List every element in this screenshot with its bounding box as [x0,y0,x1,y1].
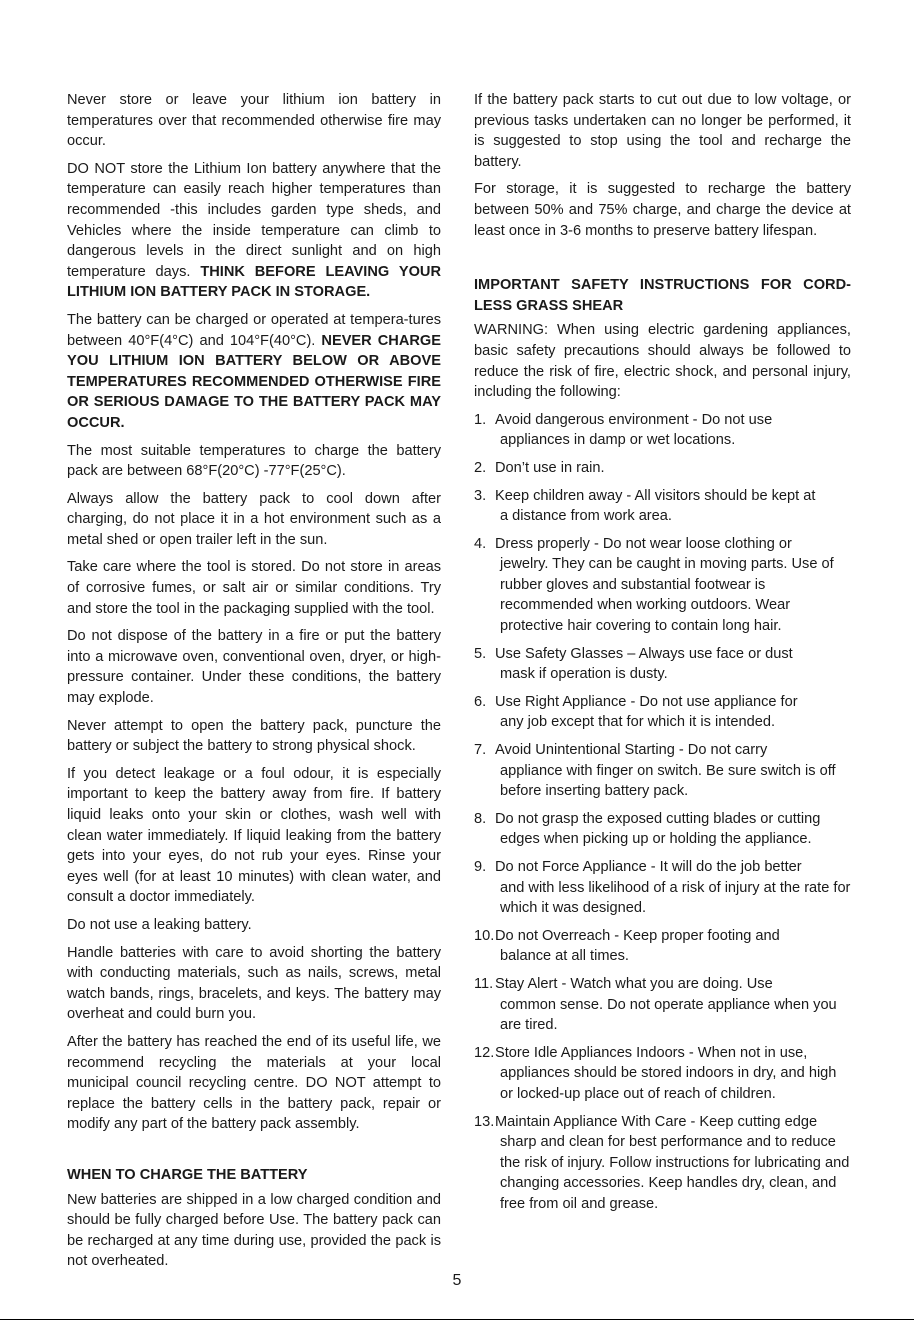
list-item-text [495,974,851,1036]
bottom-rule [0,1319,914,1320]
list-item-number: 5. [474,645,487,662]
list-item-continuation: balance at all times. [500,948,629,965]
list-item-continuation: any job except that for which it is intended. [500,714,776,731]
list-item-continuation: edges when picking up or holding the appliance. [500,831,812,848]
page-number: 5 [452,1272,462,1289]
list-item-text [495,926,851,967]
paragraph: Take care where the tool is stored. Do not store in areas of corrosive fumes, or salt air or similar conditions. Try and store the tool in the packaging supplied with the tool. [67,559,441,617]
list-item-first-line: Store Idle Appliances Indoors - When not in use, [495,1044,808,1061]
list-item-first-line: Keep children away - All visitors should be kept at [495,487,816,504]
paragraph: Never attempt to open the battery pack, puncture the battery or subject the battery to strong physical shock. [67,717,441,755]
list-item [474,740,851,802]
list-item [474,486,851,527]
list-item-first-line: Don’t use in rain. [495,459,605,476]
section-heading: IMPORTANT SAFETY INSTRUCTIONS FOR CORD-LESS GRASS SHEAR [474,277,851,314]
list-item-continuation: appliances in damp or wet locations. [500,432,736,449]
list-item-number: 8. [474,810,487,827]
list-item [474,458,851,479]
list-item-number: 10. [474,927,495,944]
list-item-first-line: Avoid dangerous environment - Do not use [495,411,773,428]
paragraph: Handle batteries with care to avoid shorting the battery with conducting materials, such as nails, screws, metal watch bands, rings, bracelets, and keys. The battery may overheat and could burn you. [67,944,441,1023]
list-item-text [495,857,851,919]
list-item [474,534,851,637]
paragraph: If the battery pack starts to cut out due to low voltage, or previous tasks undertaken can no longer be performed, it is suggested to stop using the tool and recharge the battery. [474,92,851,170]
list-item [474,809,851,850]
list-item-text [495,1112,851,1215]
list-item-continuation: and with less likelihood of a risk of injury at the rate for which it was designed. [500,879,851,917]
list-item [474,410,851,451]
list-item-continuation: a distance from work area. [500,508,672,525]
list-item-first-line: Use Safety Glasses – Always use face or dust [495,645,793,662]
list-item-first-line: Avoid Unintentional Starting - Do not carry [495,742,768,759]
warning-paragraph: WARNING: When using electric gardening appliances, basic safety precautions should always be followed to reduce the risk of fire, electric shock, and personal injury, including the following: [474,322,851,401]
paragraph: For storage, it is suggested to recharge the battery between 50% and 75% charge, and charge the device at least once in 3-6 months to preserve battery lifespan. [474,181,851,239]
list-item-first-line: Use Right Appliance - Do not use appliance for [495,693,798,710]
paragraph: Do not dispose of the battery in a fire or put the battery into a microwave oven, conventional oven, dryer, or high-pressure container. Under these conditions, the battery may explode. [67,628,441,707]
list-item-first-line: Maintain Appliance With Care - Keep cutting edge [495,1113,818,1130]
list-item [474,1112,851,1215]
left-column [67,90,441,1279]
paragraph: Do not use a leaking battery. [67,916,252,933]
list-item-text [495,809,851,850]
paragraph [67,310,441,434]
list-item-number: 3. [474,487,487,504]
list-item-text [495,1043,851,1105]
list-item-text [495,740,851,802]
paragraph: Always allow the battery pack to cool down after charging, do not place it in a hot environment such as a metal shed or open trailer left in the sun. [67,490,441,548]
list-item [474,644,851,685]
list-item-text [495,692,851,733]
list-item-first-line: Do not Force Appliance - It will do the job better [495,859,802,875]
list-item-continuation: mask if operation is dusty. [500,666,668,683]
right-column [474,90,851,1222]
paragraph: If you detect leakage or a foul odour, it is especially important to keep the battery away from fire. If battery liquid leaks onto your skin or clothes, wash well with clean water immediately. If liquid leaking from the battery gets into your eyes, do not rub your eyes. Rinse your eyes well (for at least 10 minutes) with clean water, and consult a doctor immediately. [67,765,441,906]
list-item-first-line: Dress properly - Do not wear loose clothing or [495,535,792,552]
paragraph: The most suitable temperatures to charge the battery pack are between 68°F(20°C) -77°F(25°C). [67,442,441,480]
paragraph-text: DO NOT store the Lithium Ion battery anywhere that the temperature can easily reach higher temperatures than recommended -this includes garden type sheds, and Vehicles where the inside temperature can climb to dangerous levels in the direct sunlight and on high temperature days. [67,160,441,280]
list-item-number: 12. [474,1044,495,1061]
list-item-continuation: appliances should be stored indoors in dry, and high or locked-up place out of reach of children. [500,1065,837,1102]
list-item-text [495,458,851,479]
list-item-number: 9. [474,859,487,875]
paragraph-text: The battery can be charged or operated at tempera-tures between 40°F(4°C) and 104°F(40°C). [67,311,441,349]
list-item-first-line: Stay Alert - Watch what you are doing. Use [495,975,773,992]
section-heading: WHEN TO CHARGE THE BATTERY [67,1166,308,1183]
list-item [474,692,851,733]
list-item-continuation: common sense. Do not operate appliance when you are tired. [500,996,837,1034]
list-item-number: 4. [474,535,487,552]
list-item-continuation: sharp and clean for best performance and to reduce the risk of injury. Follow instructions for lubricating and changing accessories. Keep handles dry, clean, and free from oil and grease. [500,1134,850,1212]
paragraph: After the battery has reached the end of its useful life, we recommend recycling the materials at your local municipal council recycling centre. DO NOT attempt to replace the battery cells in the battery pack, repair or modify any part of the battery pack assembly. [67,1033,441,1133]
list-item [474,926,851,967]
bold-warning: NEVER CHARGE YOU LITHIUM ION BATTERY BELOW OR ABOVE TEMPERATURES RECOMMENDED OTHERWISE FIRE OR SERIOUS DAMAGE TO THE BATTERY PACK MAY OCCUR. [67,332,441,431]
list-item-number: 1. [474,411,487,428]
safety-instructions-list [474,410,851,1215]
list-item-number: 13. [474,1113,495,1130]
list-item-number: 6. [474,693,487,710]
list-item-text [495,644,851,685]
list-item [474,974,851,1036]
list-item-number: 11. [474,975,494,992]
list-item-continuation: jewelry. They can be caught in moving parts. Use of rubber gloves and substantial footwear is recommended when working outdoors. Wear protective hair covering to contain long hair. [500,556,834,635]
paragraph: Never store or leave your lithium ion battery in temperatures over that recommended otherwise fire may occur. [67,92,441,150]
list-item-first-line: Do not grasp the exposed cutting blades or cutting [495,810,821,827]
paragraph [67,159,441,303]
paragraph: New batteries are shipped in a low charged condition and should be fully charged before Use. The battery pack can be recharged at any time during use, provided the pack is not overheated. [67,1191,441,1270]
list-item-number: 2. [474,459,487,476]
list-item [474,1043,851,1105]
list-item-text [495,410,851,451]
list-item-text [495,534,851,637]
list-item-first-line: Do not Overreach - Keep proper footing and [495,927,780,944]
list-item-continuation: appliance with finger on switch. Be sure switch is off before inserting battery pack. [500,762,836,800]
list-item-number: 7. [474,742,487,759]
bold-warning: THINK BEFORE LEAVING YOUR LITHIUM ION BATTERY PACK IN STORAGE. [67,263,441,301]
list-item [474,857,851,919]
list-item-text [495,486,851,527]
